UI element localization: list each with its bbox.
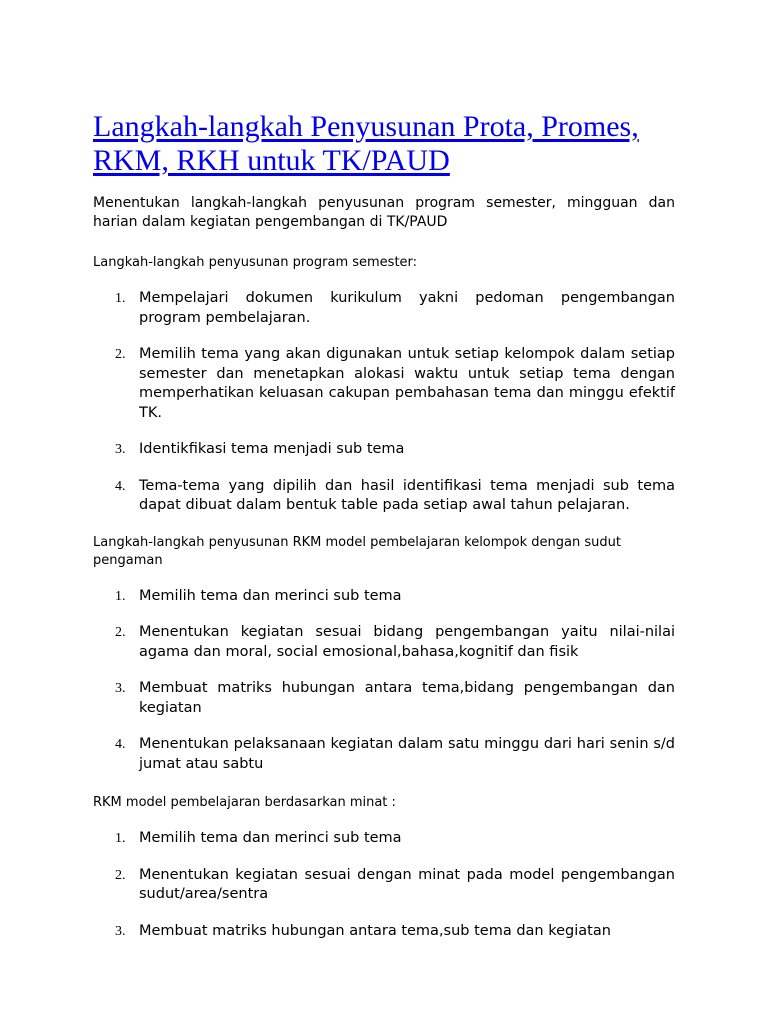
section-heading-rkm-minat: RKM model pembelajaran berdasarkan minat : bbox=[93, 795, 396, 810]
list-item bbox=[115, 922, 675, 942]
list-item bbox=[115, 679, 675, 718]
list-item-number: 1. bbox=[115, 291, 126, 306]
program-semester-list bbox=[93, 289, 675, 516]
section-heading-rkm-kelompok: Langkah-langkah penyusunan RKM model pembelajaran kelompok dengan sudut pengaman bbox=[93, 534, 621, 568]
list-item-text: Memilih tema dan merinci sub tema bbox=[139, 830, 402, 846]
list-item-number: 3. bbox=[115, 923, 126, 939]
list-item-number: 3. bbox=[115, 681, 126, 696]
list-item bbox=[115, 735, 675, 774]
list-item-number: 3. bbox=[115, 442, 126, 457]
list-item-text: Menentukan pelaksanaan kegiatan dalam satu minggu dari hari senin s/d jumat atau sabtu bbox=[139, 736, 675, 772]
title-link[interactable]: Langkah-langkah Penyusunan Prota, Promes, RKM, RKH untuk TK/PAUD bbox=[93, 110, 639, 177]
rkm-kelompok-list bbox=[93, 587, 675, 775]
list-item bbox=[115, 866, 675, 905]
list-item bbox=[115, 440, 675, 460]
list-item-number: 2. bbox=[115, 347, 126, 362]
list-item-number: 1. bbox=[115, 831, 126, 846]
list-item bbox=[115, 345, 675, 423]
list-item-text: Menentukan kegiatan sesuai bidang pengembangan yaitu nilai-nilai agama dan moral, social emosional,bahasa,kognitif dan fisik bbox=[139, 624, 675, 660]
list-item-text: Tema-tema yang dipilih dan hasil identifikasi tema menjadi sub tema dapat dibuat dalam bentuk table pada setiap awal tahun pelajaran. bbox=[139, 477, 675, 513]
list-item-number: 2. bbox=[115, 625, 126, 640]
page-title[interactable] bbox=[93, 110, 675, 178]
list-item-text: Membuat matriks hubungan antara tema,bidang pengembangan dan kegiatan bbox=[139, 680, 675, 716]
list-item-text: Memilih tema dan merinci sub tema bbox=[139, 587, 402, 604]
list-item-number: 2. bbox=[115, 867, 126, 883]
list-item bbox=[115, 623, 675, 662]
list-item-text: Identikfikasi tema menjadi sub tema bbox=[139, 441, 405, 457]
list-item-text: Mempelajari dokumen kurikulum yakni pedoman pengembangan program pembelajaran. bbox=[139, 290, 675, 326]
list-item-number: 1. bbox=[115, 588, 126, 604]
intro-paragraph: Menentukan langkah-langkah penyusunan program semester, mingguan dan harian dalam kegiatan pengembangan di TK/PAUD bbox=[93, 195, 675, 230]
list-item-text: Menentukan kegiatan sesuai dengan minat pada model pengembangan sudut/area/sentra bbox=[139, 866, 675, 902]
list-item bbox=[115, 289, 675, 328]
list-item-number: 4. bbox=[115, 737, 126, 752]
list-item-number: 4. bbox=[115, 478, 126, 494]
list-item-text: Membuat matriks hubungan antara tema,sub tema dan kegiatan bbox=[139, 922, 611, 939]
rkm-minat-list bbox=[93, 829, 675, 941]
list-item bbox=[115, 829, 675, 849]
list-item-text: Memilih tema yang akan digunakan untuk setiap kelompok dalam setiap semester dan menetapkan alokasi waktu untuk setiap tema dengan memperhatikan keluasan cakupan pembahasan tema dan minggu efektif TK. bbox=[139, 346, 675, 421]
list-item bbox=[115, 587, 675, 607]
list-item bbox=[115, 477, 675, 516]
section-heading-program-semester: Langkah-langkah penyusunan program semester: bbox=[93, 255, 418, 270]
